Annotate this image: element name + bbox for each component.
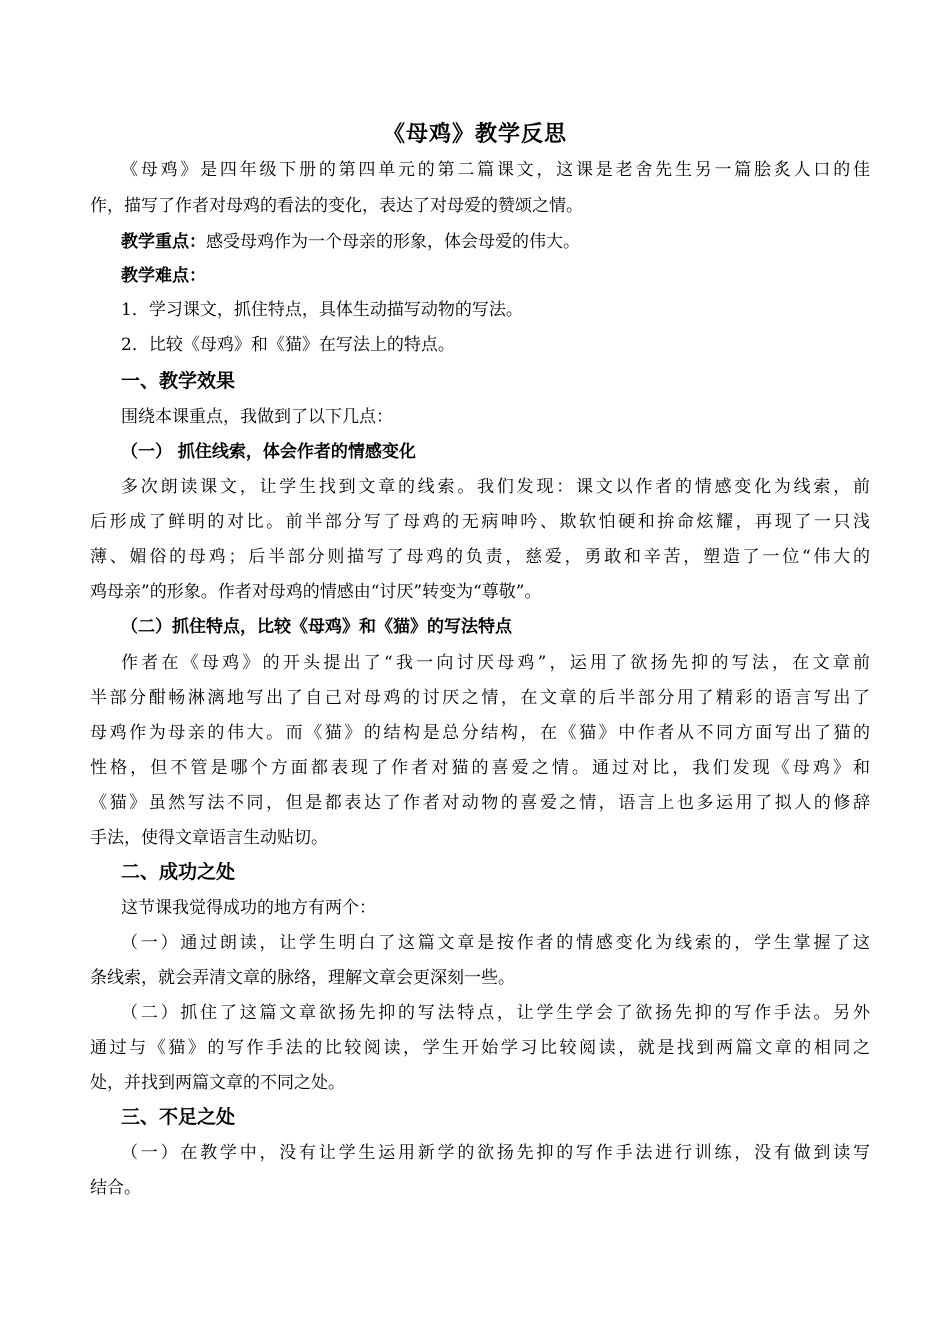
section1-sub2-line-1: 作者在《母鸡》的开头提出了“我一向讨厌母鸡”，运用了欲扬先抑的写法，在文章前: [121, 653, 870, 673]
teaching-focus-label: 教学重点：: [121, 232, 206, 252]
intro-line-1: 《母鸡》是四年级下册的第四单元的第二篇课文，这课是老舍先生另一篇脍炙人口的佳: [121, 160, 870, 180]
section2-p2-line-1: （二）抓住了这篇文章欲扬先抑的写法特点，让学生学会了欲扬先抑的写作手法。另外: [121, 1003, 870, 1023]
section1-sub2-line-5: 《猫》虽然写法不同，但是都表达了作者对动物的喜爱之情，语言上也多运用了拟人的修辞: [90, 793, 870, 813]
section-heading-success: 二、成功之处: [121, 861, 236, 883]
section1-sub1-line-3: 薄、媚俗的母鸡；后半部分则描写了母鸡的负责，慈爱，勇敢和辛苦，塑造了一位“伟大的: [90, 547, 870, 567]
difficulty-item-1: 1．学习课文，抓住特点，具体生动描写动物的写法。: [121, 300, 523, 320]
section1-sub1-line-1: 多次朗读课文，让学生找到文章的线索。我们发现：课文以作者的情感变化为线索，前: [121, 477, 870, 497]
section1-sub2-line-3: 母鸡作为母亲的伟大。而《猫》的结构是总分结构，在《猫》中作者从不同方面写出了猫的: [90, 723, 870, 743]
section1-sub2-line-4: 性格，但不管是哪个方面都表现了作者对猫的喜爱之情。通过对比，我们发现《母鸡》和: [90, 758, 870, 778]
section3-p1-line-1: （一）在教学中，没有让学生运用新学的欲扬先抑的写作手法进行训练，没有做到读写: [121, 1143, 870, 1163]
section1-sub1-line-4: 鸡母亲”的形象。作者对母鸡的情感由“讨厌”转变为“尊敬”。: [90, 582, 542, 602]
section-heading-effect: 一、教学效果: [121, 370, 236, 392]
section2-intro: 这节课我觉得成功的地方有两个：: [121, 898, 376, 918]
section2-p1-line-1: （一）通过朗读，让学生明白了这篇文章是按作者的情感变化为线索的，学生掌握了这: [121, 933, 870, 953]
section2-p1-line-2: 条线索，就会弄清文章的脉络，理解文章会更深刻一些。: [90, 968, 515, 988]
section3-p1-line-2: 结合。: [90, 1178, 141, 1198]
section1-subheading-2: （二）抓住特点，比较《母鸡》和《猫》的写法特点: [121, 617, 512, 637]
section2-p2-line-3: 处，并找到两篇文章的不同之处。: [90, 1073, 345, 1093]
section2-p2-line-2: 通过与《猫》的写作手法的比较阅读，学生开始学习比较阅读，就是找到两篇文章的相同之: [90, 1038, 870, 1058]
teaching-focus-text: 感受母鸡作为一个母亲的形象，体会母爱的伟大。: [206, 232, 580, 252]
section1-intro: 围绕本课重点，我做到了以下几点：: [121, 407, 393, 427]
difficulty-item-2: 2．比较《母鸡》和《猫》在写法上的特点。: [121, 335, 455, 355]
section1-sub2-line-6: 手法，使得文章语言生动贴切。: [90, 828, 328, 848]
section-heading-shortcomings: 三、不足之处: [121, 1106, 236, 1128]
section1-sub1-line-2: 后形成了鲜明的对比。前半部分写了母鸡的无病呻吟、欺软怕硬和拚命炫耀，再现了一只浅: [90, 512, 870, 532]
page-title: 《母鸡》教学反思: [382, 121, 567, 147]
intro-line-2: 作，描写了作者对母鸡的看法的变化，表达了对母爱的赞颂之情。: [90, 196, 583, 216]
section1-subheading-1: （一） 抓住线索，体会作者的情感变化: [121, 442, 416, 462]
section1-sub2-line-2: 半部分酣畅淋漓地写出了自己对母鸡的讨厌之情，在文章的后半部分用了精彩的语言写出了: [90, 688, 870, 708]
teaching-difficulty-label: 教学难点：: [121, 266, 206, 286]
teaching-focus: [121, 229, 901, 255]
